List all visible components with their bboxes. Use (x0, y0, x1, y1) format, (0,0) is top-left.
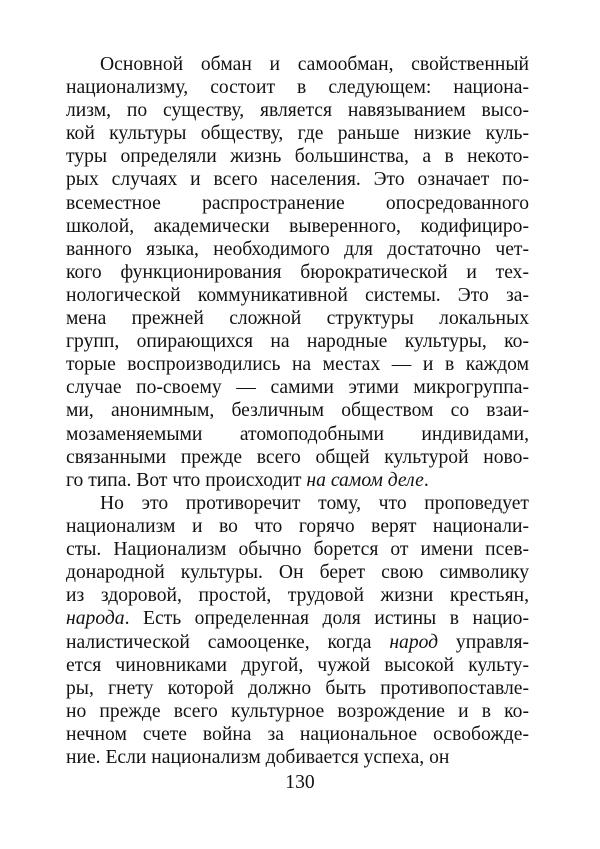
text-line (66, 607, 529, 630)
text-line (66, 215, 529, 238)
page-number: 130 (285, 772, 315, 793)
text-line (66, 492, 529, 515)
text-segment: национализм и во что горячо верят национали- (66, 516, 529, 538)
text-segment: ры, гнету которой должно быть противопоставле- (66, 677, 529, 699)
text-line (66, 330, 529, 353)
text-segment: ется чиновниками другой, чужой высокой культу- (66, 654, 529, 676)
text-segment: групп, опирающихся на народные культуры, ко- (66, 331, 529, 353)
text-line (66, 654, 529, 677)
paragraph-1 (66, 53, 529, 492)
text-segment: го типа. Вот что происходит (66, 469, 307, 491)
italic-phrase: народ (389, 631, 439, 653)
text-line (66, 723, 529, 746)
text-segment: мена прежней сложной структуры локальных (66, 308, 529, 330)
text-line (66, 515, 529, 538)
text-line (66, 446, 529, 469)
text-segment: связанными прежде всего общей культурой ново- (66, 446, 529, 468)
italic-phrase: на самом деле (306, 469, 424, 491)
text-segment: донародной культуры. Он берет свою символику (66, 562, 529, 584)
text-segment: рых случаях и всего населения. Это означает по- (66, 169, 529, 191)
text-line (66, 746, 529, 769)
text-segment: но прежде всего культурное возрождение и в ко- (66, 700, 529, 722)
text-line (66, 399, 529, 422)
text-line (66, 700, 529, 723)
text-line (66, 145, 529, 168)
text-segment: управля- (438, 631, 529, 653)
text-line (66, 122, 529, 145)
text-segment: нечном счете война за национальное освобожде- (66, 723, 529, 745)
text-segment: кого функционирования бюрократической и тех- (66, 261, 529, 283)
text-segment: случае по-своему — самими этими микрогруппа- (66, 377, 529, 399)
text-line (66, 261, 529, 284)
text-segment: национализму, состоит в следующем: национа- (66, 77, 529, 99)
text-line (66, 376, 529, 399)
text-segment: сты. Национализм обычно борется от имени псев- (66, 539, 529, 561)
text-segment: Основной обман и самообман, свойственный (100, 54, 529, 75)
text-segment: Но это противоречит тому, что проповедует (100, 493, 529, 514)
text-segment: туры определяли жизнь большинства, а в некото- (66, 146, 529, 168)
text-segment: из здоровой, простой, трудовой жизни крестьян, (66, 585, 529, 607)
text-line (66, 584, 529, 607)
text-line (66, 423, 529, 446)
text-line (66, 538, 529, 561)
text-line (66, 53, 529, 76)
text-line (66, 561, 529, 584)
text-segment: лизм, по существу, является навязыванием высо- (66, 100, 529, 122)
italic-phrase: народа (66, 608, 125, 630)
text-line (66, 238, 529, 261)
text-line (66, 307, 529, 330)
text-segment: мозаменяемыми атомоподобными индивидами, (66, 423, 529, 445)
text-line (66, 469, 529, 492)
text-segment: торые воспроизводились на местах — и в каждом (66, 354, 529, 376)
text-line (66, 192, 529, 215)
text-segment: всеместное распространение опосредованного (66, 192, 529, 214)
text-segment: нологической коммуникативной системы. Это за- (66, 284, 529, 306)
text-line (66, 677, 529, 700)
paragraph-2 (66, 492, 529, 769)
text-line (66, 353, 529, 376)
text-segment: ванного языка, необходимого для достаточно чет- (66, 238, 529, 260)
text-segment: . (423, 469, 429, 491)
text-line (66, 284, 529, 307)
text-segment: ние. Если национализм добивается успеха, он (66, 747, 450, 769)
text-line (66, 76, 529, 99)
text-segment: ми, анонимным, безличным обществом со взаи- (66, 400, 529, 422)
text-segment: кой культуры обществу, где раньше низкие куль- (66, 123, 529, 145)
text-segment: . Есть определенная доля истины в нацио- (124, 608, 529, 630)
text-line (66, 168, 529, 191)
text-line (66, 631, 529, 654)
text-segment: налистической самооценке, когда (66, 631, 390, 653)
text-segment: школой, академически выверенного, кодифициро- (66, 215, 529, 237)
text-line (66, 99, 529, 122)
